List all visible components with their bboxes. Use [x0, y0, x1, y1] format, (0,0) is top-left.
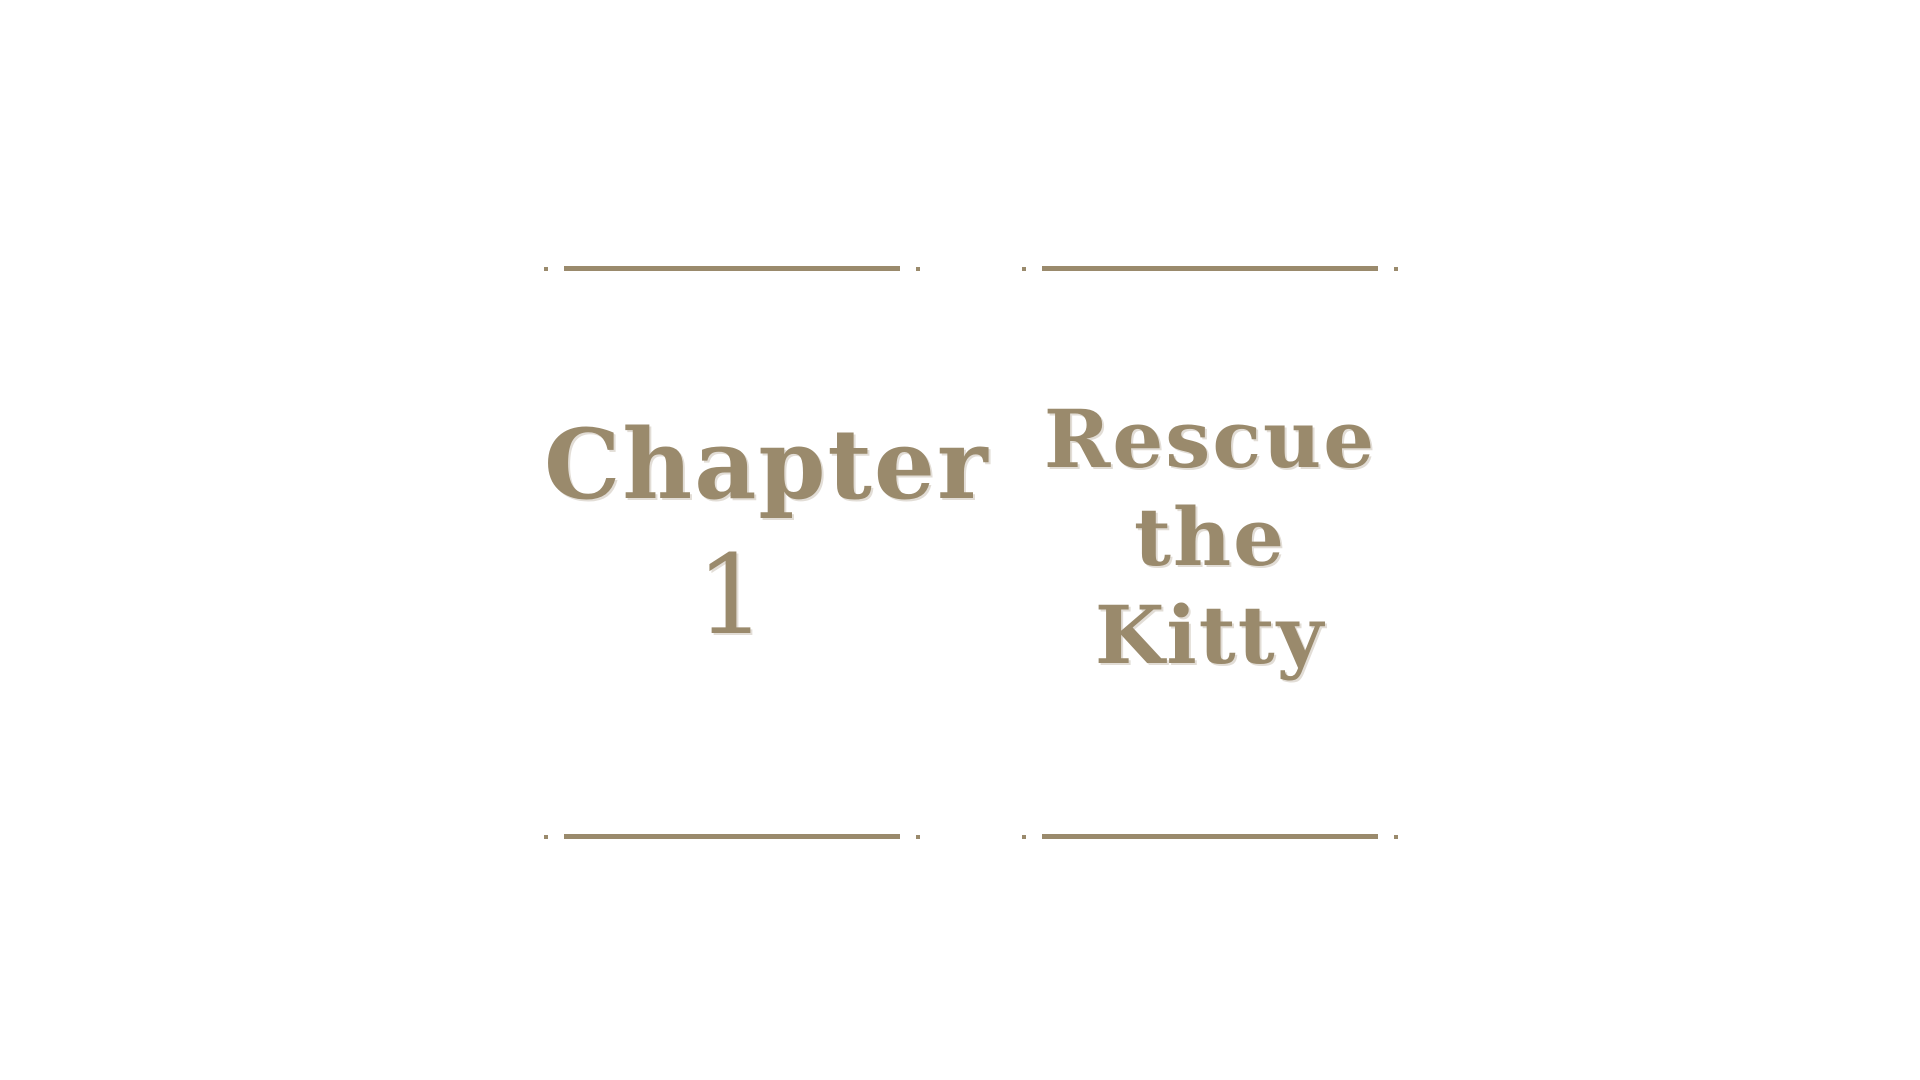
divider-dot: [916, 267, 920, 271]
chapter-number-panel: [544, 260, 990, 846]
divider-dot: [1022, 267, 1026, 271]
divider-dot: [916, 835, 920, 839]
chapter-title-panel: [1022, 260, 1398, 846]
chapter-title-line-1: Rescue: [1043, 392, 1377, 486]
divider-line: [564, 266, 900, 271]
divider-line: [1042, 266, 1378, 271]
divider-dot: [544, 267, 548, 271]
chapter-title: [1022, 390, 1398, 684]
top-divider-left: [544, 266, 920, 272]
divider-line: [1042, 834, 1378, 839]
divider-line: [564, 834, 900, 839]
chapter-title-line-2: the: [1133, 490, 1286, 584]
divider-dot: [1394, 835, 1398, 839]
divider-dot: [1022, 835, 1026, 839]
top-divider-right: [1022, 266, 1398, 272]
divider-dot: [544, 835, 548, 839]
chapter-title-line-3: Kitty: [1094, 588, 1326, 682]
bottom-divider-left: [544, 834, 920, 840]
bottom-divider-right: [1022, 834, 1398, 840]
divider-dot: [1394, 267, 1398, 271]
chapter-number: 1: [696, 531, 768, 659]
chapter-label: Chapter: [544, 408, 990, 521]
